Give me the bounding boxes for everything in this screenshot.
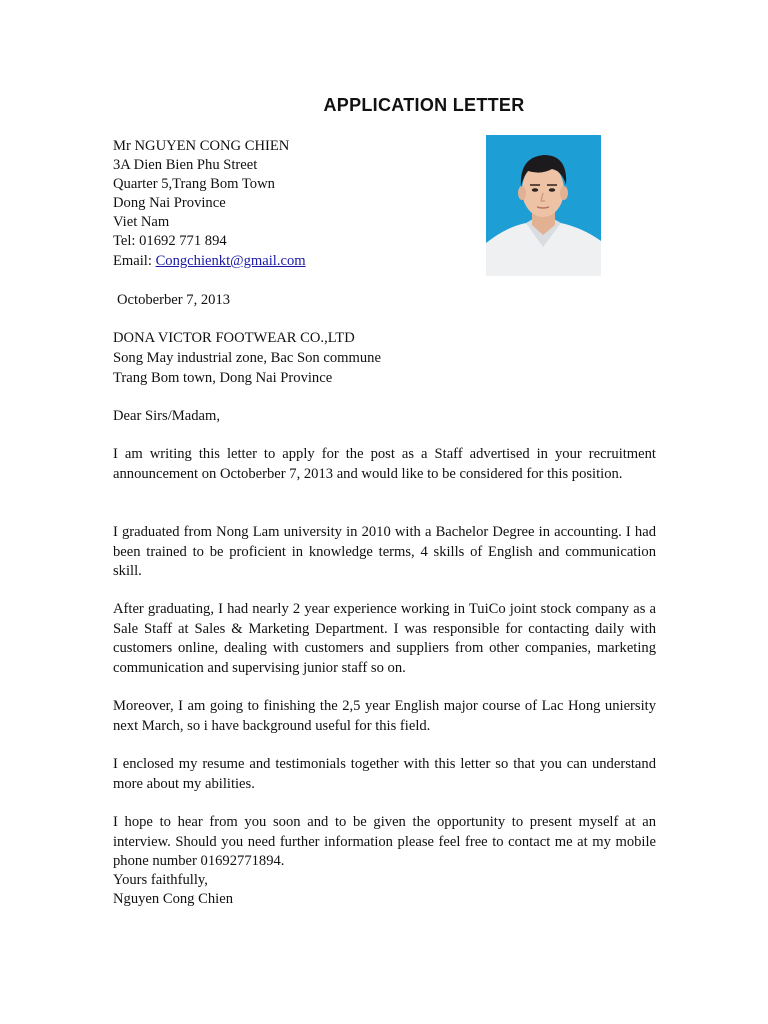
- salutation: Dear Sirs/Madam,: [113, 408, 220, 424]
- sender-street: 3A Dien Bien Phu Street: [113, 157, 258, 173]
- paragraph-english-course: Moreover, I am going to finishing the 2,5 year English major course of Lac Hong uniersity next March, so i have background useful for this field.: [113, 698, 656, 734]
- paragraph-education: I graduated from Nong Lam university in 2010 with a Bachelor Degree in accounting. I had been trained to be proficient in knowledge terms, 4 skills of English and communication skill.: [113, 524, 656, 579]
- email-label: Email:: [113, 253, 156, 269]
- paragraph-enclosures: I enclosed my resume and testimonials together with this letter so that you can understand more about my abilities.: [113, 756, 656, 792]
- signature-name: Nguyen Cong Chien: [113, 891, 233, 907]
- letter-title: APPLICATION LETTER: [323, 95, 525, 115]
- applicant-photo: [486, 135, 601, 276]
- closing: Yours faithfully,: [113, 872, 208, 888]
- recipient-company: DONA VICTOR FOOTWEAR CO.,LTD: [113, 330, 355, 346]
- paragraph-contact: I hope to hear from you soon and to be given the opportunity to present myself at an interview. Should you need further information please feel free to contact me at my mobile phone number 01692771894.: [113, 814, 656, 869]
- applicant-portrait-photo: [486, 135, 601, 276]
- sender-name: Mr NGUYEN CONG CHIEN: [113, 138, 290, 154]
- letter-date: Octoberber 7, 2013: [117, 292, 231, 308]
- paragraph-application: I am writing this letter to apply for the post as a Staff advertised in your recruitment announcement on Octoberber 7, 2013 and would like to be considered for this position.: [113, 446, 656, 482]
- sender-country: Viet Nam: [113, 214, 170, 230]
- sender-province: Dong Nai Province: [113, 195, 226, 211]
- sender-quarter: Quarter 5,Trang Bom Town: [113, 176, 275, 192]
- recipient-address-line1: Song May industrial zone, Bac Son commune: [113, 350, 381, 366]
- paragraph-experience: After graduating, I had nearly 2 year experience working in TuiCo joint stock company as a Sale Staff at Sales & Marketing Department. I was responsible for contacting daily with customers online, dealing with customers and suppliers from other companies, marketing communication and supervising junior staff so on.: [113, 601, 656, 676]
- sender-tel: Tel: 01692 771 894: [113, 233, 227, 249]
- email-link[interactable]: Congchienkt@gmail.com: [155, 253, 306, 269]
- recipient-address-line2: Trang Bom town, Dong Nai Province: [113, 370, 333, 386]
- sender-email-line: [113, 252, 306, 272]
